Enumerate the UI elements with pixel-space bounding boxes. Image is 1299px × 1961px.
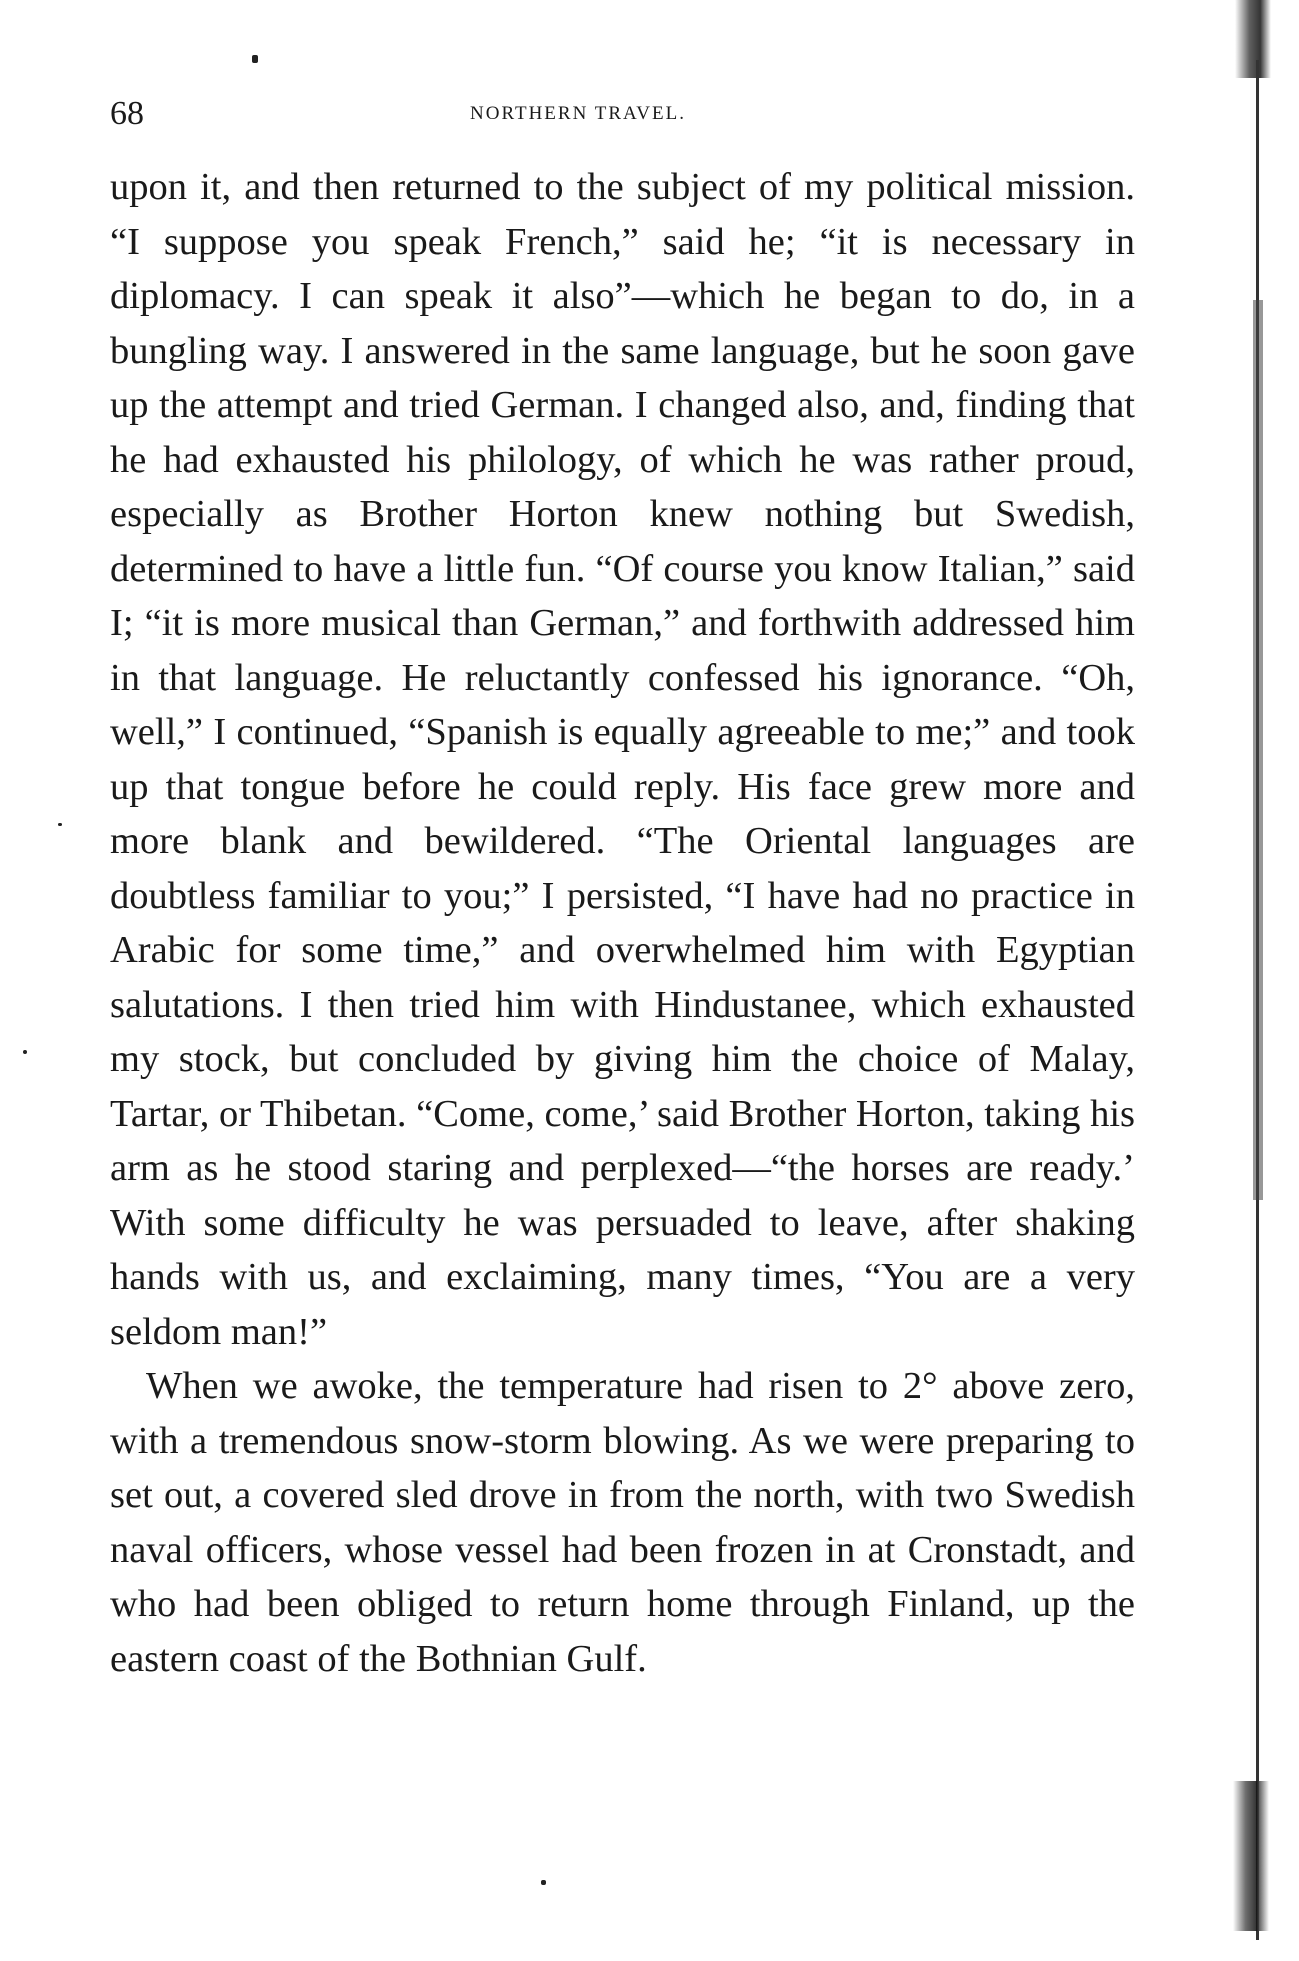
paragraph-2: When we awoke, the temperature had risen to 2° above zero, with a tremendous snow-storm blowing. As we were preparing to set out, a covered sled drove in from the north, with two Swedish naval officers, whose vessel had been frozen in at Cronstadt, and who had been obliged to return home through Finland, up the eastern coast of the Bothnian Gulf. — [110, 1365, 1135, 1680]
ink-speck-margin — [58, 823, 62, 826]
ink-speck-lower-margin — [23, 1050, 27, 1054]
ink-speck-top — [252, 55, 258, 63]
running-head: NORTHERN TRAVEL. — [470, 103, 686, 124]
body-text — [110, 160, 1135, 1686]
spine-shadow-mid — [1253, 300, 1263, 1200]
ink-speck-bottom — [541, 1880, 546, 1885]
page-header — [110, 95, 1140, 135]
spine-shadow-top — [1235, 0, 1271, 78]
page-spine-edge — [1245, 0, 1287, 1961]
page-number: 68 — [110, 95, 144, 132]
spine-shadow-bottom — [1233, 1781, 1269, 1931]
paragraph-1: upon it, and then returned to the subject of my political mission. “I suppose you speak French,” said he; “it is necessary in diplomacy. I can speak it also”—which he began to do, in a bungling way. I answered in the same language, but he soon gave up the attempt and tried German. I changed also, and, finding that he had exhausted his philology, of which he was rather proud, especially as Brother Horton knew nothing but Swedish, determined to have a little fun. “Of course you know Italian,” said I; “it is more musical than German,” and forthwith addressed him in that language. He reluctantly confessed his ignorance. “Oh, well,” I continued, “Spanish is equally agreeable to me;” and took up that tongue before he could reply. His face grew more and more blank and bewildered. “The Oriental languages are doubtless familiar to you;” I persisted, “I have had no practice in Arabic for some time,” and overwhelmed him with Egyptian salutations. I then tried him with Hindustanee, which exhausted my stock, but concluded by giving him the choice of Malay, Tartar, or Thibetan. “Come, come,’ said Brother Horton, taking his arm as he stood staring and perplexed—“the horses are ready.’ With some difficulty he was persuaded to leave, after shaking hands with us, and exclaiming, many times, “You are a very seldom man!” — [110, 166, 1136, 1353]
